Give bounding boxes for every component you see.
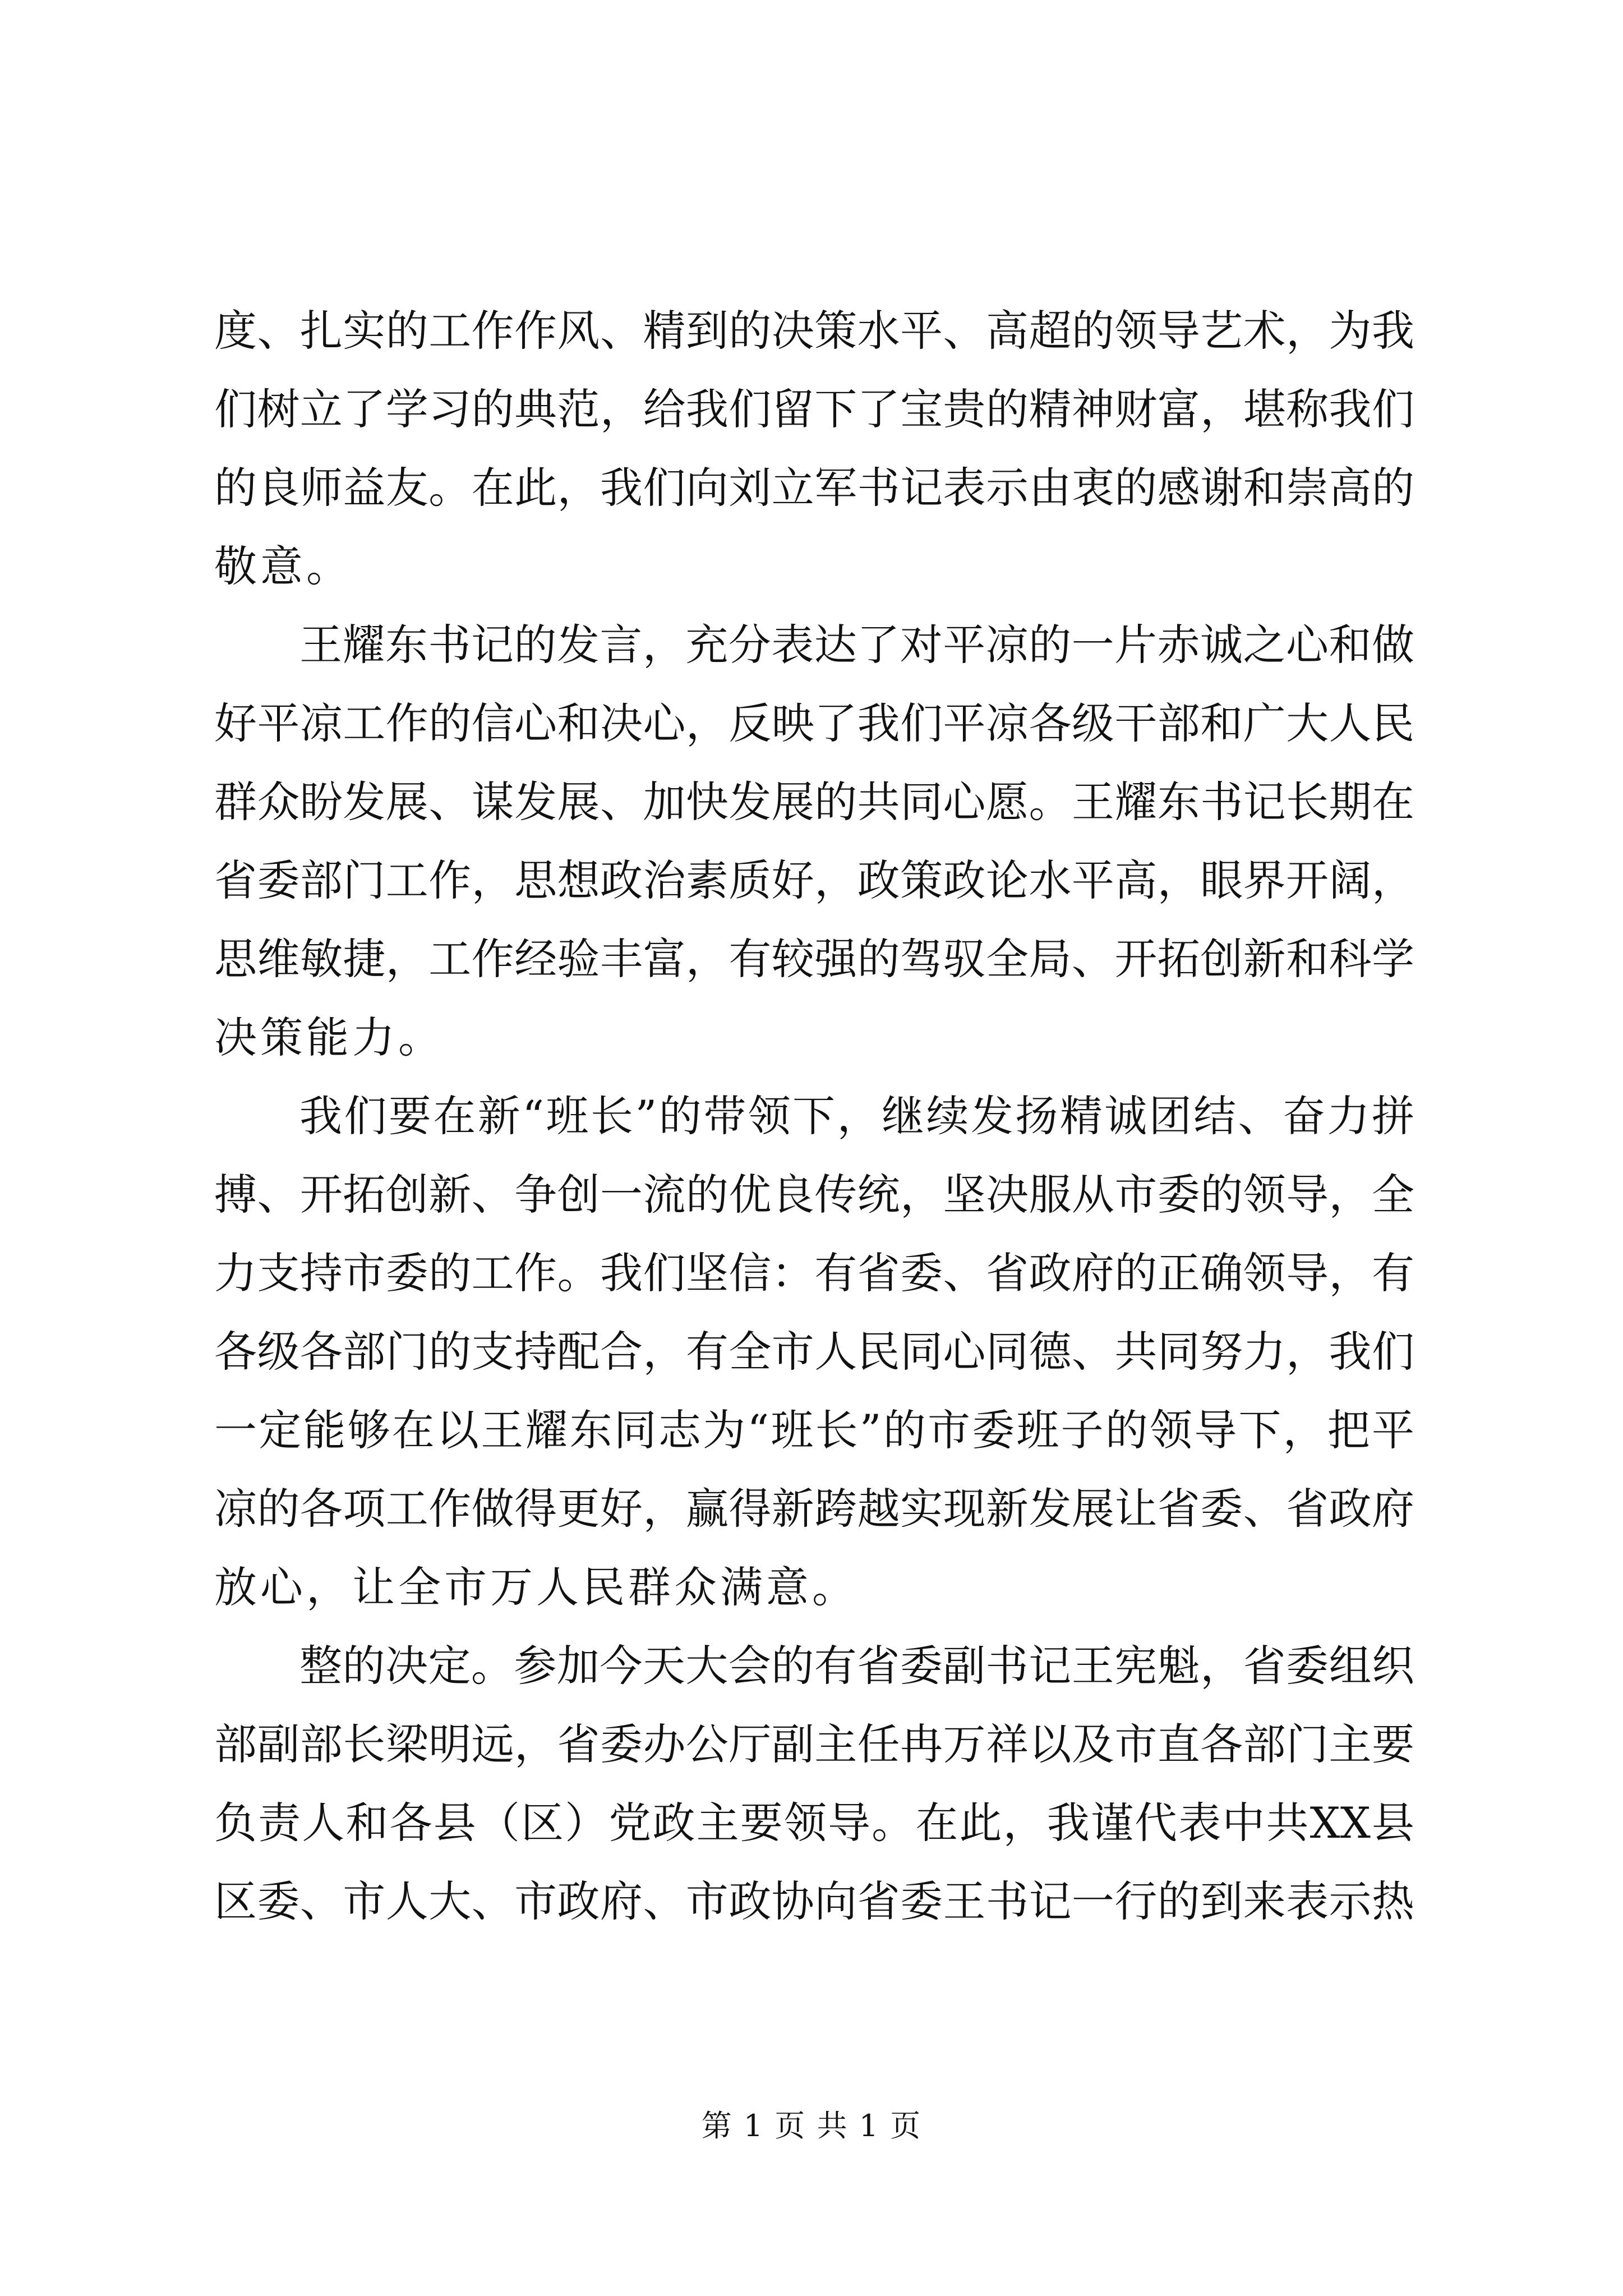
text-line: 放心，让全市万人民群众满意。 — [214, 1562, 858, 1612]
text-line: 整的决定。参加今天大会的有省委副书记王宪魁，省委组织 — [299, 1641, 1414, 1691]
text-line: 搏、开拓创新、争创一流的优良传统，坚决服从市委的领导，全 — [214, 1170, 1414, 1220]
text-line: 决策能力。 — [214, 1013, 444, 1062]
document-body — [214, 292, 1414, 1941]
text-line: 好平凉工作的信心和决心，反映了我们平凉各级干部和广大人民 — [214, 698, 1414, 748]
text-line: 凉的各项工作做得更好，赢得新跨越实现新发展让省委、省政府 — [214, 1484, 1414, 1534]
text-line: 一定能够在以王耀东同志为“班长”的市委班子的领导下，把平 — [214, 1405, 1414, 1455]
page-number-footer: 第 1 页 共 1 页 — [701, 2108, 922, 2143]
text-line: 思维敏捷，工作经验丰富，有较强的驾驭全局、开拓创新和科学 — [214, 934, 1414, 984]
text-line: 各级各部门的支持配合，有全市人民同心同德、共同努力，我们 — [214, 1327, 1414, 1377]
text-line: 区委、市人大、市政府、市政协向省委王书记一行的到来表示热 — [214, 1876, 1414, 1926]
text-line: 群众盼发展、谋发展、加快发展的共同心愿。王耀东书记长期在 — [214, 777, 1414, 827]
text-line: 的良师益友。在此，我们向刘立军书记表示由衷的感谢和崇高的 — [214, 463, 1414, 513]
text-line: 敬意。 — [214, 541, 352, 591]
text-line: 我们要在新“班长”的带领下，继续发扬精诚团结、奋力拼 — [299, 1091, 1414, 1141]
text-line: 度、扎实的工作作风、精到的决策水平、高超的领导艺术，为我 — [214, 306, 1414, 356]
text-line: 部副部长梁明远，省委办公厅副主任冉万祥以及市直各部门主要 — [214, 1719, 1414, 1769]
text-line: 们树立了学习的典范，给我们留下了宝贵的精神财富，堪称我们 — [214, 384, 1414, 434]
text-line: 负责人和各县（区）党政主要领导。在此，我谨代表中共XX县 — [214, 1798, 1414, 1848]
text-line: 力支持市委的工作。我们坚信：有省委、省政府的正确领导，有 — [214, 1248, 1414, 1298]
text-line: 王耀东书记的发言，充分表达了对平凉的一片赤诚之心和做 — [299, 620, 1414, 670]
text-line: 省委部门工作，思想政治素质好，政策政论水平高，眼界开阔， — [214, 855, 1414, 905]
